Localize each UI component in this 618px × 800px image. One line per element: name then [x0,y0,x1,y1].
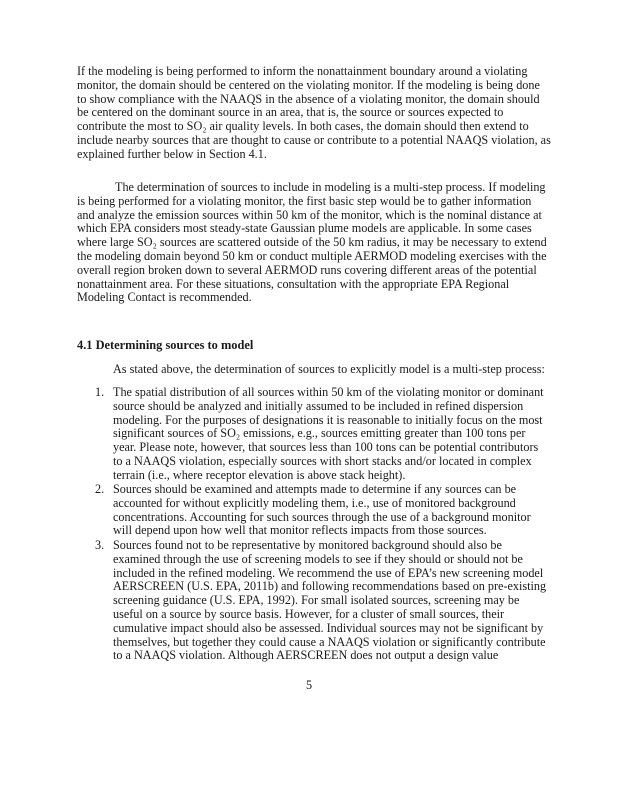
text-line: examined through the use of screening models to see if they should or should not be [113,551,523,566]
text-line: monitor, the domain should be centered on the violating monitor. If the modeling is being done [77,77,540,92]
text-line: Modeling Contact is recommended. [77,290,252,305]
paragraph-domain-centering [77,64,551,162]
list-item-1 [77,386,547,483]
text-line: which EPA considers most steady-state Gaussian plume models are applicable. In some cases [77,221,532,236]
text-line: year. Please note, however, that sources less than 100 tons can be potential contributors [113,440,539,455]
text-line: AERSCREEN (U.S. EPA, 2011b) and following recommendations based on pre-existing [113,579,547,594]
text-line: useful on a source by source basis. However, for a cluster of small sources, their [113,606,505,621]
list-number: 1. [95,385,105,399]
text-line: significant sources of SO₂ emissions, e.g., sources emitting greater than 100 tons per [113,426,526,441]
text-line: will depend upon how well that monitor reflects impacts from those sources. [113,523,487,538]
list-item-text [113,483,547,538]
list-item-text [113,539,547,663]
text-line: be centered on the dominant source in an area, that is, the source or sources expected to [77,105,504,120]
text-line: is being performed for a violating monitor, the first basic step would be to gather information [77,193,532,208]
text-line: Sources should be examined and attempts made to determine if any sources can be [113,482,517,496]
text-line: The spatial distribution of all sources within 50 km of the violating monitor or dominant [113,385,544,399]
text-line: where large SO₂ sources are scattered outside of the 50 km radius, it may be necessary to extend [77,235,547,250]
text-line: explained further below in Section 4.1. [77,146,267,161]
list-number: 3. [95,538,105,552]
text-line: nonattainment area. For these situations, consultation with the appropriate EPA Regional [77,276,510,291]
list-number: 2. [95,482,105,496]
text-line: accounted for without explicitly modeling them, i.e., use of monitored background [113,495,516,510]
text-line: included in the refined modeling. We recommend the use of EPA’s new screening model [113,565,544,580]
list-item-3 [77,539,547,663]
list-item-2 [77,483,547,538]
text-line: contribute the most to SO₂ air quality levels. In both cases, the domain should then extend to [77,119,529,134]
text-line: the modeling domain beyond 50 km or conduct multiple AERMOD modeling exercises with the [77,248,547,263]
text-line: cumulative impact should also be assessed. Individual sources may not be significant by [113,620,544,635]
text-line: to show compliance with the NAAQS in the absence of a violating monitor, the domain should [77,91,540,106]
text-line: and analyze the emission sources within 50 km of the monitor, which is the nominal distance at [77,207,542,222]
text-line: Sources found not to be representative by monitored background should also be [113,538,502,552]
section-heading: 4.1 Determining sources to model [77,338,254,352]
page-number: 5 [305,678,313,692]
text-line: include nearby sources that are thought to cause or contribute to a potential NAAQS violation, as [77,132,551,147]
text-line: source should be analyzed and initially assumed to be included in refined dispersion [113,398,524,413]
list-item-text [113,386,547,483]
text-line: themselves, but together they could cause a NAAQS violation or significantly contribute [113,634,546,649]
text-line: concentrations. Accounting for such sources through the use of a background monitor [113,509,531,524]
section-intro: As stated above, the determination of sources to explicitly model is a multi-step process: [113,362,545,376]
text-line: to a NAAQS violation, especially sources with short stacks and/or located in complex [113,453,532,468]
text-line: screening guidance (U.S. EPA, 1992). For small isolated sources, screening may be [113,593,520,608]
paragraph-multi-step-process [77,181,547,305]
text-line: The determination of sources to include in modeling is a multi-step process. If modeling [115,180,546,194]
text-line: to a NAAQS violation. Although AERSCREEN does not output a design value [113,648,499,663]
text-line: overall region broken down to several AERMOD runs covering different areas of the potential [77,262,537,277]
text-line: If the modeling is being performed to inform the nonattainment boundary around a violating [77,64,528,78]
text-line: terrain (i.e., where receptor elevation is above stack height). [113,467,406,482]
text-line: modeling. For the purposes of designations it is reasonable to initially focus on the most [113,412,543,427]
